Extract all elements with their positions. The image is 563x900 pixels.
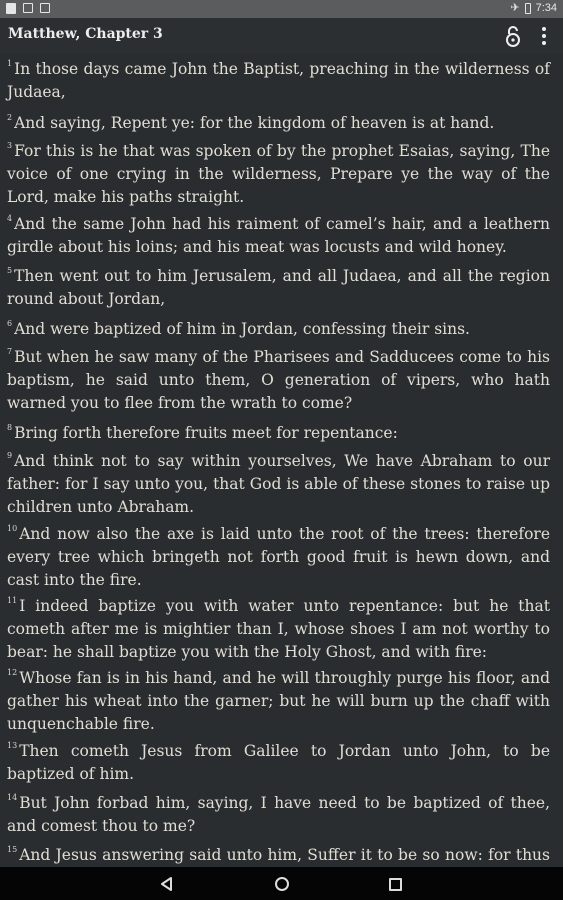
verse-text: Then cometh Jesus from Galilee to Jordan unto John, to be baptized of him. bbox=[7, 742, 550, 783]
chapter-text[interactable] bbox=[0, 54, 563, 867]
verse bbox=[7, 667, 550, 736]
verse-text: And Jesus answering said unto him, Suffer it to be so now: for thus bbox=[19, 846, 550, 864]
verse-text: And now also the axe is laid unto the root of the trees: therefore every tree which bringeth not forth good fruit is hewn down, and cast into the fire. bbox=[7, 525, 550, 589]
verse-text: Bring forth therefore fruits meet for repentance: bbox=[14, 424, 398, 442]
verse bbox=[7, 792, 550, 838]
status-time: 7:34 bbox=[535, 2, 557, 14]
lock-open-icon bbox=[502, 24, 524, 48]
verse-text: I indeed baptize you with water unto repentance: but he that cometh after me is mightier than I, whose shoes I am not worthy to bear: he shall baptize you with the Holy Ghost, and with fire: bbox=[7, 597, 550, 661]
verse bbox=[7, 58, 550, 104]
verse-text: Whose fan is in his hand, and he will throughly purge his floor, and gather his wheat into the garner; but he will burn up the chaff with unquenchable fire. bbox=[7, 669, 550, 733]
verse-text: And think not to say within yourselves, We have Abraham to our father: for I say unto you, that God is able of these stones to raise up children unto Abraham. bbox=[7, 452, 550, 516]
verse bbox=[7, 140, 550, 209]
navigation-bar bbox=[0, 867, 563, 900]
verse-number: 9 bbox=[7, 451, 13, 460]
verse-number: 2 bbox=[7, 113, 13, 122]
airplane-mode-icon: ✈ bbox=[510, 2, 520, 14]
page-title: Matthew, Chapter 3 bbox=[8, 26, 163, 42]
notification-icon bbox=[6, 3, 16, 14]
back-triangle-icon bbox=[160, 877, 174, 891]
verse-number: 3 bbox=[7, 141, 13, 150]
verse bbox=[7, 422, 550, 445]
verse-number: 6 bbox=[7, 319, 13, 328]
verse-number: 15 bbox=[7, 845, 18, 854]
verse-number: 12 bbox=[7, 668, 18, 677]
verse-number: 8 bbox=[7, 423, 13, 432]
verse-text: Then went out to him Jerusalem, and all Judaea, and all the region round about Jordan, bbox=[7, 267, 550, 308]
verse bbox=[7, 318, 550, 341]
app-bar bbox=[0, 18, 563, 54]
verse-text: And the same John had his raiment of camel’s hair, and a leathern girdle about his loins; and his meat was locusts and wild honey. bbox=[7, 215, 550, 256]
verse bbox=[7, 740, 550, 786]
verse-number: 13 bbox=[7, 741, 18, 750]
verse bbox=[7, 112, 550, 135]
verse-text: But when he saw many of the Pharisees and Sadducees come to his baptism, he said unto them, O generation of vipers, who hath warned you to flee from the wrath to come? bbox=[7, 348, 550, 412]
menu-dot-icon bbox=[542, 27, 546, 31]
menu-dot-icon bbox=[542, 41, 546, 45]
verse-number: 1 bbox=[7, 59, 13, 68]
verse bbox=[7, 450, 550, 519]
verse-number: 14 bbox=[7, 793, 18, 802]
verse bbox=[7, 595, 550, 664]
notification-square-icon bbox=[40, 3, 50, 13]
verse-number: 7 bbox=[7, 347, 13, 356]
verse-number: 10 bbox=[7, 524, 18, 533]
verse-number: 5 bbox=[7, 266, 13, 275]
verse-text: But John forbad him, saying, I have need to be baptized of thee, and comest thou to me? bbox=[7, 794, 550, 835]
verse bbox=[7, 346, 550, 415]
recents-button[interactable] bbox=[389, 878, 402, 891]
verse bbox=[7, 213, 550, 259]
notification-n-icon bbox=[23, 3, 33, 13]
verse bbox=[7, 523, 550, 592]
verse-text: And saying, Repent ye: for the kingdom of heaven is at hand. bbox=[14, 114, 495, 132]
verse-text: And were baptized of him in Jordan, confessing their sins. bbox=[14, 320, 470, 338]
verse-number: 11 bbox=[7, 596, 18, 605]
back-button[interactable] bbox=[160, 876, 174, 895]
menu-dot-icon bbox=[542, 34, 546, 38]
battery-icon bbox=[525, 3, 531, 14]
lock-button[interactable] bbox=[502, 24, 524, 48]
home-button[interactable] bbox=[275, 877, 289, 891]
verse-text: In those days came John the Baptist, preaching in the wilderness of Judaea, bbox=[7, 60, 550, 101]
status-bar bbox=[0, 0, 563, 18]
verse-number: 4 bbox=[7, 214, 13, 223]
verse-text: For this is he that was spoken of by the prophet Esaias, saying, The voice of one crying in the wilderness, Prepare ye the way of the Lord, make his paths straight. bbox=[7, 142, 550, 206]
verse bbox=[7, 265, 550, 311]
overflow-menu-button[interactable] bbox=[534, 24, 554, 48]
